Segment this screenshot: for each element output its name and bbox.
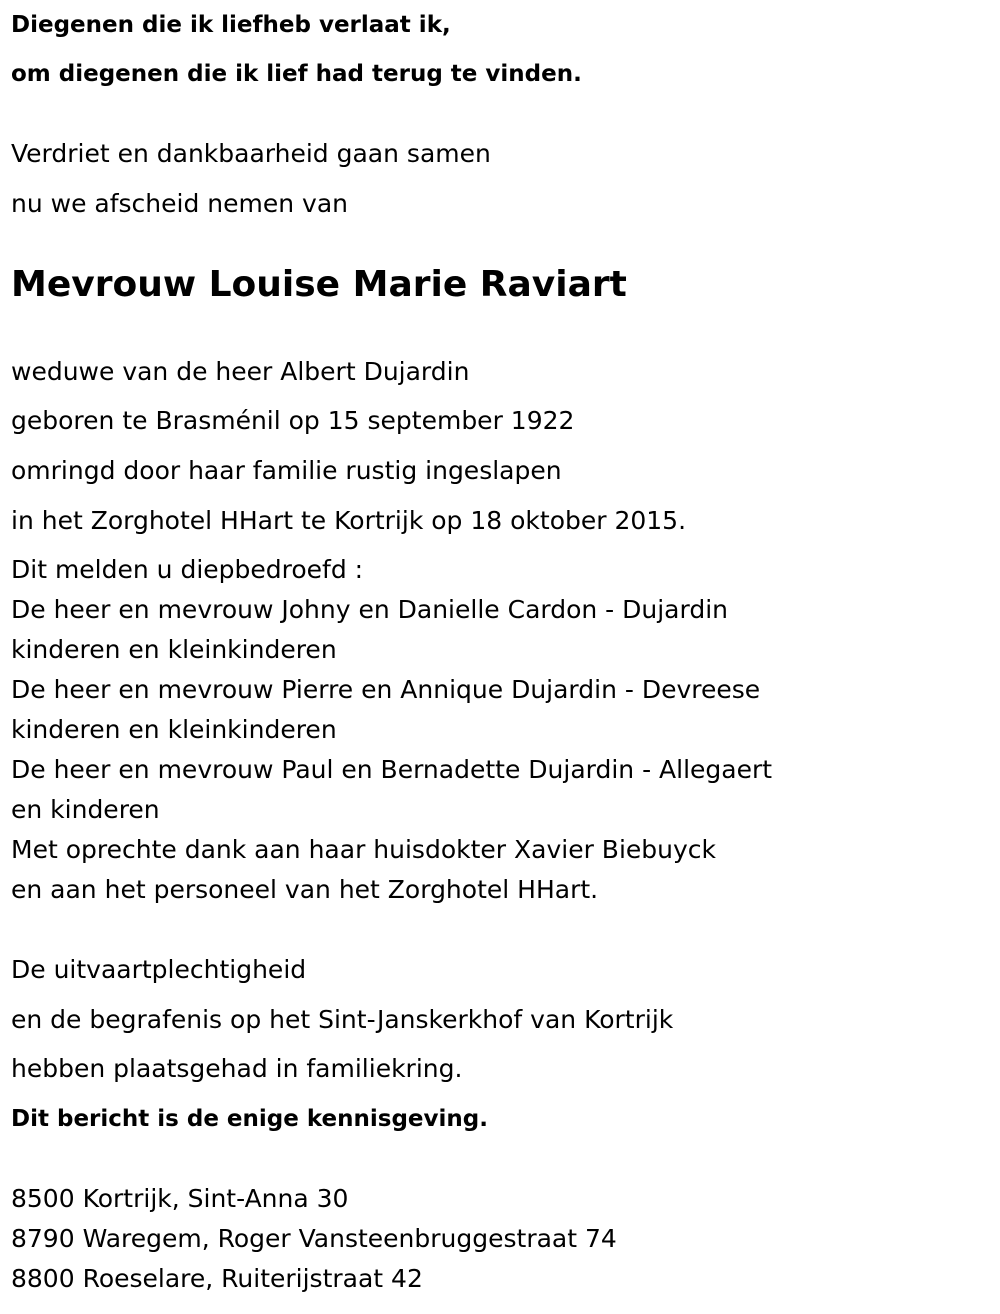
family-line-3: kinderen en kleinkinderen bbox=[11, 635, 337, 664]
family-line-9: en aan het personeel van het Zorghotel HHart. bbox=[11, 875, 599, 904]
family-line-2: De heer en mevrouw Johny en Danielle Cardon - Dujardin bbox=[11, 595, 729, 624]
funeral-line-2: en de begrafenis op het Sint-Janskerkhof van Kortrijk bbox=[11, 1005, 674, 1034]
detail-line-2: geboren te Brasménil op 15 september 1922 bbox=[11, 406, 575, 435]
family-line-5: kinderen en kleinkinderen bbox=[11, 715, 337, 744]
address-line-2: 8790 Waregem, Roger Vansteenbruggestraat 74 bbox=[11, 1224, 617, 1253]
intro-line-2: nu we afscheid nemen van bbox=[11, 189, 348, 218]
funeral-line-1: De uitvaartplechtigheid bbox=[11, 955, 307, 984]
detail-line-3: omringd door haar familie rustig ingeslapen bbox=[11, 456, 562, 485]
family-line-8: Met oprechte dank aan haar huisdokter Xavier Biebuyck bbox=[11, 835, 717, 864]
funeral-line-3: hebben plaatsgehad in familiekring. bbox=[11, 1054, 463, 1083]
verse-line-2: om diegenen die ik lief had terug te vinden. bbox=[11, 61, 582, 87]
detail-line-4: in het Zorghotel HHart te Kortrijk op 18 oktober 2015. bbox=[11, 506, 687, 535]
detail-line-1: weduwe van de heer Albert Dujardin bbox=[11, 357, 470, 386]
address-line-1: 8500 Kortrijk, Sint-Anna 30 bbox=[11, 1184, 349, 1213]
family-line-4: De heer en mevrouw Pierre en Annique Dujardin - Devreese bbox=[11, 675, 761, 704]
intro-line-1: Verdriet en dankbaarheid gaan samen bbox=[11, 139, 491, 168]
deceased-name: Mevrouw Louise Marie Raviart bbox=[11, 264, 627, 305]
family-line-6: De heer en mevrouw Paul en Bernadette Dujardin - Allegaert bbox=[11, 755, 773, 784]
address-line-3: 8800 Roeselare, Ruiterijstraat 42 bbox=[11, 1264, 423, 1293]
family-line-1: Dit melden u diepbedroefd : bbox=[11, 555, 364, 584]
family-line-7: en kinderen bbox=[11, 795, 160, 824]
only-notice: Dit bericht is de enige kennisgeving. bbox=[11, 1106, 488, 1132]
verse-line-1: Diegenen die ik liefheb verlaat ik, bbox=[11, 12, 451, 38]
